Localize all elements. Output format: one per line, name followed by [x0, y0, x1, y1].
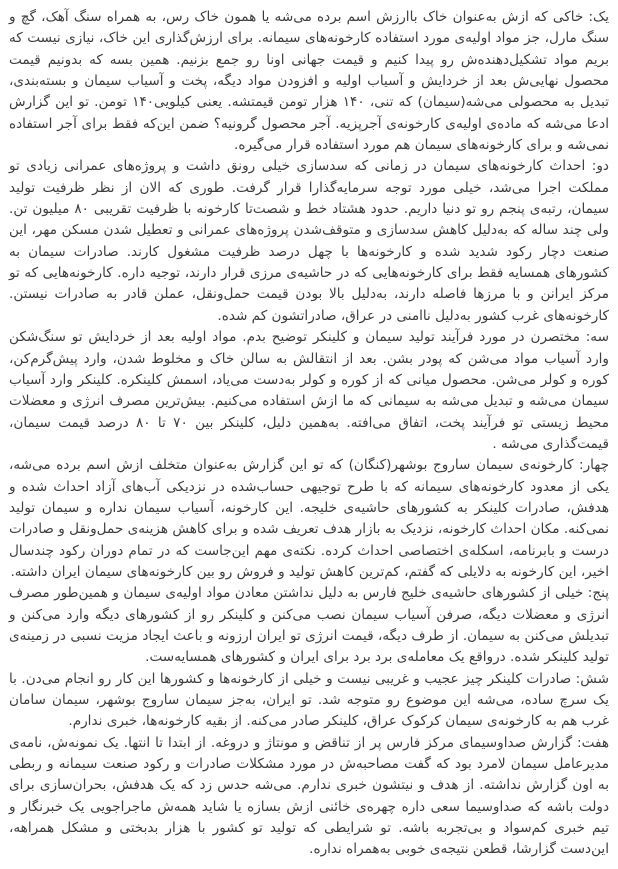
- paragraph-4: چهار: کارخونه‌ی سیمان ساروج بوشهر(کنگان) که تو این گزارش به‌عنوان متخلف ازش اسم برده می‌شه، یکی از معدود کارخونه‌های سیمانه که با طرح توجیهی حساب‌شده در نزدیکی آب‌های آزاد احداث شده و هدفش، صادرات کلینکر به کشورهای حاشیه‌ی خلیجه. این کارخونه، آسیاب سیمان نداره و سیمان تولید نمی‌کنه. مکان احداث کارخونه، نزدیک به بازار هدف تعریف شده و برای کاهش هزینه‌ی حمل‌ونقل و صادرات درست و بابرنامه، اسکله‌ی اختصاصی احداث کرده. نکته‌ی مهم این‌جاست که در تمام دوران رکود چندسال اخیر، این کارخونه به دلایلی که گفتم، کم‌ترین کاهش تولید و فروش رو بین کارخونه‌های سیمان ایران داشته.: [9, 457, 609, 580]
- paragraph-6: شش: صادرات کلینکر چیز عجیب و غریبی نیست و خیلی از کارخونه‌ها و کشورها این کار رو انجام می‌دن. با یک سرچ ساده، می‌شه این موضوع رو متوجه شد. تو ایران، به‌جز سیمان ساروج بوشهر، سیمان سامان غرب هم به کارخونه‌ی سیمان کرکوک عراق، کلینکر صادر می‌کنه. از بقیه کارخونه‌ها، خبری ندارم.: [9, 670, 609, 730]
- paragraph-7: هفت: گزارش صداوسیمای مرکز فارس پر از تناقض و مونتاژ و دروغه. از ابتدا تا انتها. یک نمونه‌ش، نامه‌ی مدیرعامل سیمان لامرد بود که گفت مصاحبه‌ش در مورد مشکلات صادرات و رکود صنعت سیمانه و ربطی به اون گزارش نداشته. از هدف و نیتشون خبری ندارم. می‌شه حدس زد که یک هدفش، بحران‌سازی برای دولت باشه که صداوسیما سعی داره چهره‌ی خائنی ازش بسازه یا شاید همه‌ش ماجراجویی یک خبرنگار و تیم خبری کم‌سواد و بی‌تجربه باشه. تو شرایطی که تولید تو کشور با هزار بدبختی و مشکل همراهه، این‌دست گزارشا، قطعن نتیجه‌ی خوبی به‌همراه نداره.: [9, 734, 609, 858]
- paragraph-2: دو: احداث کارخونه‌های سیمان در زمانی که سدسازی خیلی رونق داشت و پروژه‌های عمرانی زیادی تو مملکت اجرا می‌شد، خیلی مورد توجه سرمایه‌گذارا قرار گرفت. طوری که الان از نظر ظرفیت تولید سیمان، رتبه‌ی پنجم رو تو دنیا داریم. حدود هشتاد خط و شصت‌تا کارخونه با ظرفیت تقریبی ۸۰ میلیون تن. ولی چند ساله که به‌دلیل کاهش سدسازی و متوقف‌شدن پروژه‌های عمرانی و تعطیل شدن مسکن مهر، این صنعت دچار رکود شدید شده و کارخونه‌ها با چهل درصد ظرفیت مشغول کارند. صادرات سیمان به کشورهای همسایه فقط برای کارخونه‌هایی که در حاشیه‌ی مرزی قرار دارند، توجیه داره. کارخونه‌هایی که تو مرکز ایرانن و با مرزها فاصله دارند، به‌دلیل بالا بودن قیمت حمل‌ونقل، عملن قادر به صادرات نیستن. کارخونه‌های غرب کشور به‌دلیل ناامنی در عراق، صادراتشون کم شده.: [9, 158, 610, 324]
- paragraph-3: سه: مختصرن در مورد فرآیند تولید سیمان و کلینکر توضیح بدم. مواد اولیه بعد از خردایش تو سنگ‌شکن وارد آسیاب مواد می‌شن که پودر بشن. بعد از انتقالش به سالن خاک و مخلوط شدن، وارد پیش‌گرم‌کن، کوره و کولر می‌شن. محصول میانی که از کوره و کولر به‌دست می‌یاد، اسمش کلینکره. کلینکر وارد آسیاب سیمان می‌شه و تبدیل می‌شه به سیمانی که ما ازش استفاده می‌کنیم. بیش‌ترین مصرف انرژی و معضلات محیط زیستی تو فرآیند پخت، اتفاق می‌افته. به‌همین دلیل، کلینکر بین ۷۰ تا ۸۰ درصد قیمت سیمان، قیمت‌گذاری می‌شه .: [9, 329, 609, 452]
- article-text: [9, 7, 609, 861]
- paragraph-1: یک: خاکی که ازش به‌عنوان خاک باارزش اسم برده می‌شه یا همون خاک رس، به همراه سنگ آهک، گچ و سنگ مارل، جز مواد اولیه‌ی مورد استفاده کارخونه‌های سیمانه. برای ارزش‌گذاری این خاک، نیازی نیست که بریم مواد تشکیل‌دهنده‌ش رو پیدا کنیم و قیمت جهانی اونا رو جمع بزنیم. همین بسه که بدونیم قیمت محصول نهایی‌ش بعد از خردایش و آسیاب اولیه و افزودن مواد دیگه، پخت و آسیاب سیمان و بسته‌بندی، تبدیل به محصولی می‌شه(سیمان) که تنی، ۱۴۰ هزار تومن قیمتشه. یعنی کیلویی۱۴۰ تومن. تو این گزارش ادعا می‌شه که ماده‌ی اولیه‌ی کارخونه‌ی آجرپزیه. آجر محصول گرونیه؟ ضمن این‌که فقط برای آجر استفاده نمی‌شه و برای کارخونه‌های سیمان هم مورد استفاده قرار می‌گیره.: [9, 9, 609, 154]
- paragraph-5: پنج: خیلی از کشورهای حاشیه‌ی خلیج فارس به دلیل نداشتن معادن مواد اولیه‌ی سیمان و همین‌طور مصرف انرژی و معضلات دیگه، صرفن آسیاب سیمان نصب می‌کنن و کلینکر رو از کشورهای دیگه وارد می‌کنن و تبدیلش می‌کنن به سیمان. از طرف دیگه، قیمت انرژی تو ایران ارزونه و باعث ایجاد مزیت نسبی در زمینه‌ی تولید کلینکر شده. درواقع یک معامله‌ی برد برد برای ایران و کشورهای همسایه‌ست.: [9, 585, 609, 666]
